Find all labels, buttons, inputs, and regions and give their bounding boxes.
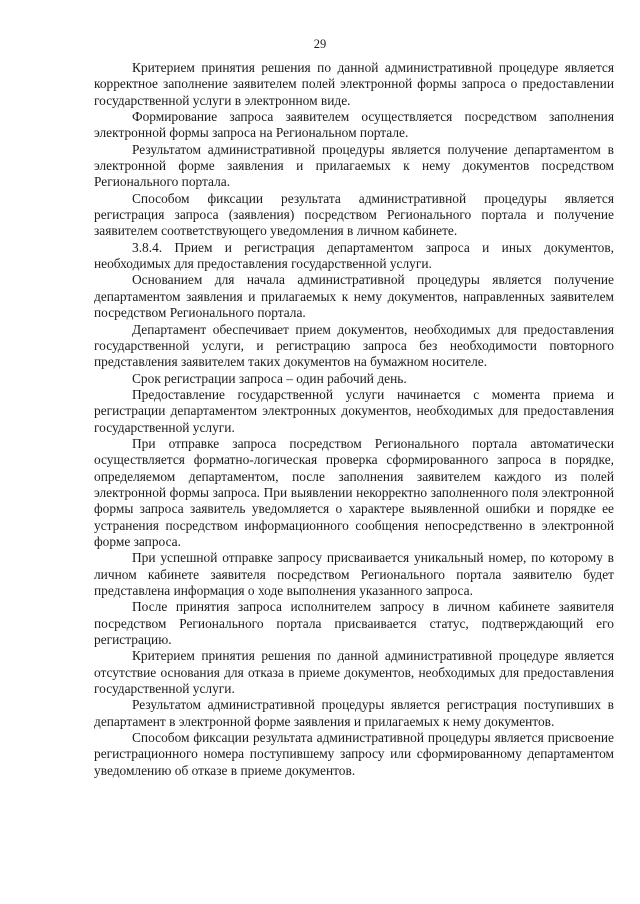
paragraph-unique-number: При успешной отправке запросу присваивается уникальный номер, по которому в личном кабинете заявителя посредством Регионального портала заявителю будет представлена информация о ходе выполнения указанного запроса. (94, 550, 614, 598)
paragraph-result-registration: Результатом административной процедуры является регистрация поступивших в департамент в электронной форме заявления и прилагаемых к нему документов. (94, 697, 614, 729)
page-number: 29 (313, 37, 327, 51)
section-heading-3-8-4: 3.8.4. Прием и регистрация департаментом запроса и иных документов, необходимых для предоставления государственной услуги. (94, 239, 614, 272)
paragraph-fixation-number: Способом фиксации результата административной процедуры является присвоение регистрационного номера поступившему запросу или сформированному департаментом уведомлению об отказе в приеме документов. (94, 730, 614, 778)
paragraph-department-reception: Департамент обеспечивает прием документов, необходимых для предоставления государственной услуги, и регистрацию запроса без необходимости повторного представления заявителем таких документов на бумажном носителе. (94, 321, 614, 370)
document-body (94, 60, 614, 779)
paragraph-decision-criterion-refusal: Критерием принятия решения по данной административной процедуре является отсутствие основания для отказа в приеме документов, необходимых для предоставления государственной услуги. (94, 648, 614, 697)
paragraph-decision-criterion-form: Критерием принятия решения по данной административной процедуре является корректное заполнение заявителем полей электронной формы запроса о предоставлении государственной услуги в электронном виде. (94, 60, 614, 108)
paragraph-request-formation: Формирование запроса заявителем осуществляется посредством заполнения электронной формы запроса на Региональном портале. (94, 109, 614, 141)
paragraph-basis-start: Основанием для начала административной процедуры является получение департаментом заявления и прилагаемых к нему документов, направленных заявителем посредством Регионального портала. (94, 272, 614, 321)
paragraph-result-receipt: Результатом административной процедуры является получение департаментом в электронной форме заявления и прилагаемых к нему документов посредством Регионального портала. (94, 141, 614, 190)
paragraph-format-logic-check: При отправке запроса посредством Регионального портала автоматически осуществляется форматно-логическая проверка сформированного запроса в порядке, определяемом департаментом, после заполнения заявителем каждого из полей электронной формы запроса. При выявлении некорректно заполненного поля электронной формы запроса заявитель уведомляется о характере выявленной ошибки и порядке ее устранения посредством информационного сообщения непосредственно в электронной форме запроса. (94, 435, 614, 549)
paragraph-service-start: Предоставление государственной услуги начинается с момента приема и регистрации департаментом электронных документов, необходимых для предоставления государственной услуги. (94, 386, 614, 435)
paragraph-fixation-registration: Способом фиксации результата административной процедуры является регистрация запроса (заявления) посредством Регионального портала и получение заявителем соответствующего уведомления в личном кабинете. (94, 190, 614, 239)
paragraph-status-assigned: После принятия запроса исполнителем запросу в личном кабинете заявителя посредством Регионального портала присваивается статус, подтверждающий его регистрацию. (94, 599, 614, 648)
paragraph-registration-term: Срок регистрации запроса – один рабочий день. (132, 370, 407, 386)
